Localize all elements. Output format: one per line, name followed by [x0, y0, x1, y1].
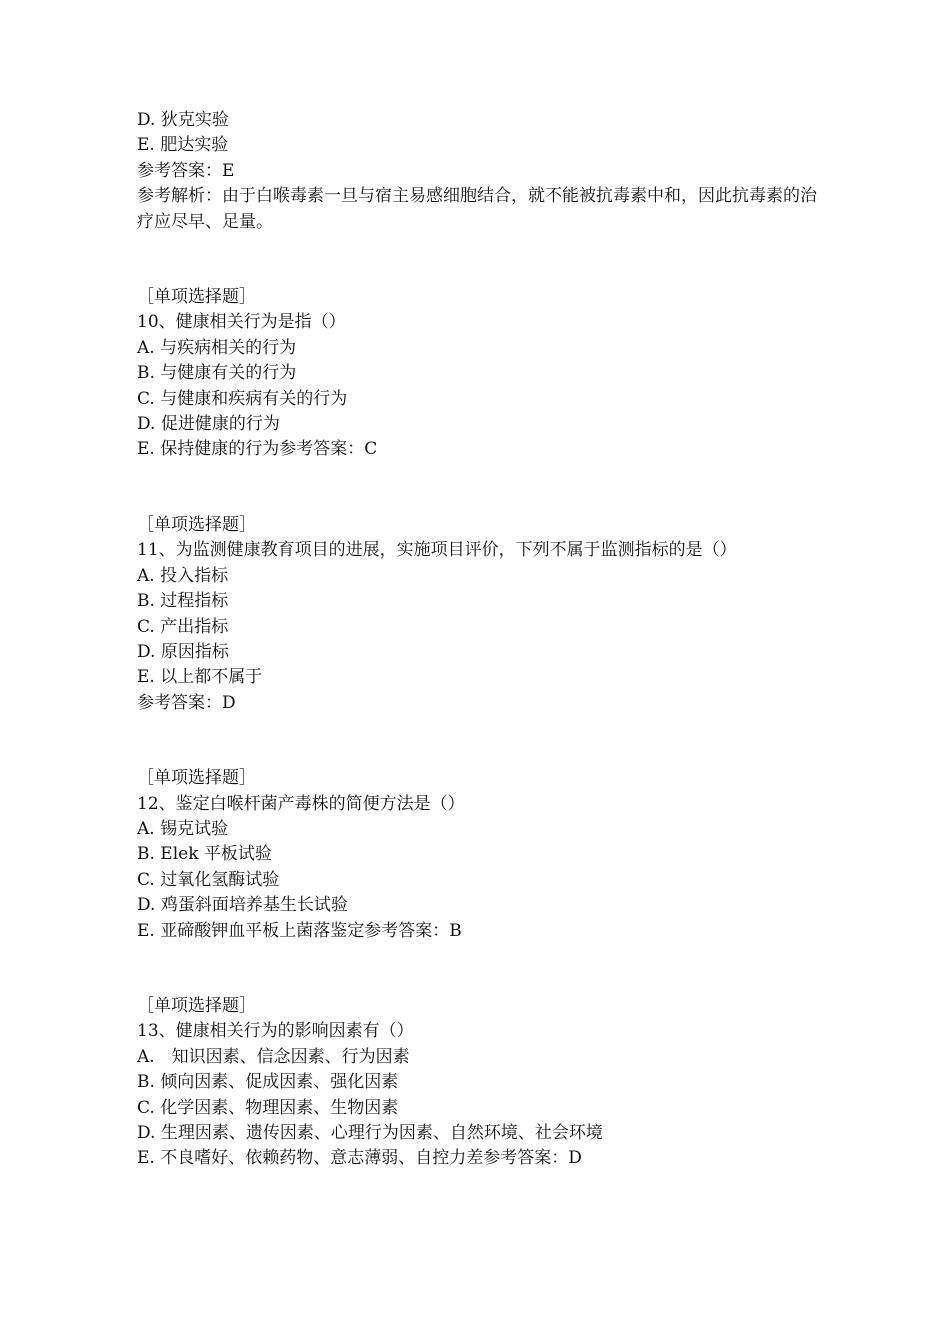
question-12 [137, 766, 817, 944]
option-a: A. 与疾病相关的行为 [137, 337, 297, 358]
option-b: B. 与健康有关的行为 [137, 363, 297, 384]
analysis: 参考解析：由于白喉毒素一旦与宿主易感细胞结合，就不能被抗毒素中和，因此抗毒素的治疗应尽早、足量。 [137, 186, 817, 232]
previous-question-tail [137, 108, 817, 235]
question-11 [137, 513, 817, 716]
question-type: ［单项选择题］ [137, 287, 256, 308]
option-b: B. 过程指标 [137, 591, 229, 612]
option-d: D. 生理因素、遗传因素、心理行为因素、自然环境、社会环境 [137, 1123, 603, 1143]
option-b: B. Elek 平板试验 [137, 844, 272, 865]
option-d: D. 促进健康的行为 [137, 414, 280, 435]
spacer [137, 944, 817, 994]
question-type: ［单项选择题］ [137, 995, 256, 1016]
question-type: ［单项选择题］ [137, 768, 256, 789]
option-c: C. 产出指标 [137, 616, 229, 637]
option-d: D. 狄克实验 [137, 110, 229, 130]
document-content [137, 108, 817, 1172]
option-e: E. 肥达实验 [137, 135, 229, 156]
option-e-with-answer: E. 不良嗜好、依赖药物、意志薄弱、自控力差参考答案：D [137, 1148, 582, 1169]
question-stem: 13、健康相关行为的影响因素有（） [137, 1021, 414, 1042]
question-13 [137, 994, 817, 1172]
answer: 参考答案：E [137, 160, 235, 181]
option-c: C. 化学因素、物理因素、生物因素 [137, 1097, 399, 1118]
option-c: C. 过氧化氢酶试验 [137, 869, 280, 890]
option-d: D. 原因指标 [137, 641, 229, 662]
question-stem: 11、为监测健康教育项目的进展，实施项目评价，下列不属于监测指标的是（） [137, 540, 737, 561]
option-b: B. 倾向因素、促成因素、强化因素 [137, 1072, 399, 1093]
option-a: A. 投入指标 [137, 565, 229, 586]
option-e-with-answer: E. 保持健康的行为参考答案：C [137, 439, 378, 460]
spacer [137, 716, 817, 766]
option-e: E. 以上都不属于 [137, 667, 263, 688]
option-d: D. 鸡蛋斜面培养基生长试验 [137, 895, 348, 916]
question-stem: 12、鉴定白喉杆菌产毒株的简便方法是（） [137, 793, 465, 814]
option-a: A. 锡克试验 [137, 818, 229, 839]
option-e-with-answer: E. 亚碲酸钾血平板上菌落鉴定参考答案：B [137, 920, 462, 941]
option-c: C. 与健康和疾病有关的行为 [137, 388, 348, 409]
question-10 [137, 285, 817, 463]
question-type: ［单项选择题］ [137, 514, 256, 535]
answer: 参考答案：D [137, 692, 236, 713]
spacer [137, 235, 817, 285]
question-stem: 10、健康相关行为是指（） [137, 312, 346, 333]
option-a: A. 知识因素、信念因素、行为因素 [137, 1046, 410, 1067]
spacer [137, 463, 817, 513]
